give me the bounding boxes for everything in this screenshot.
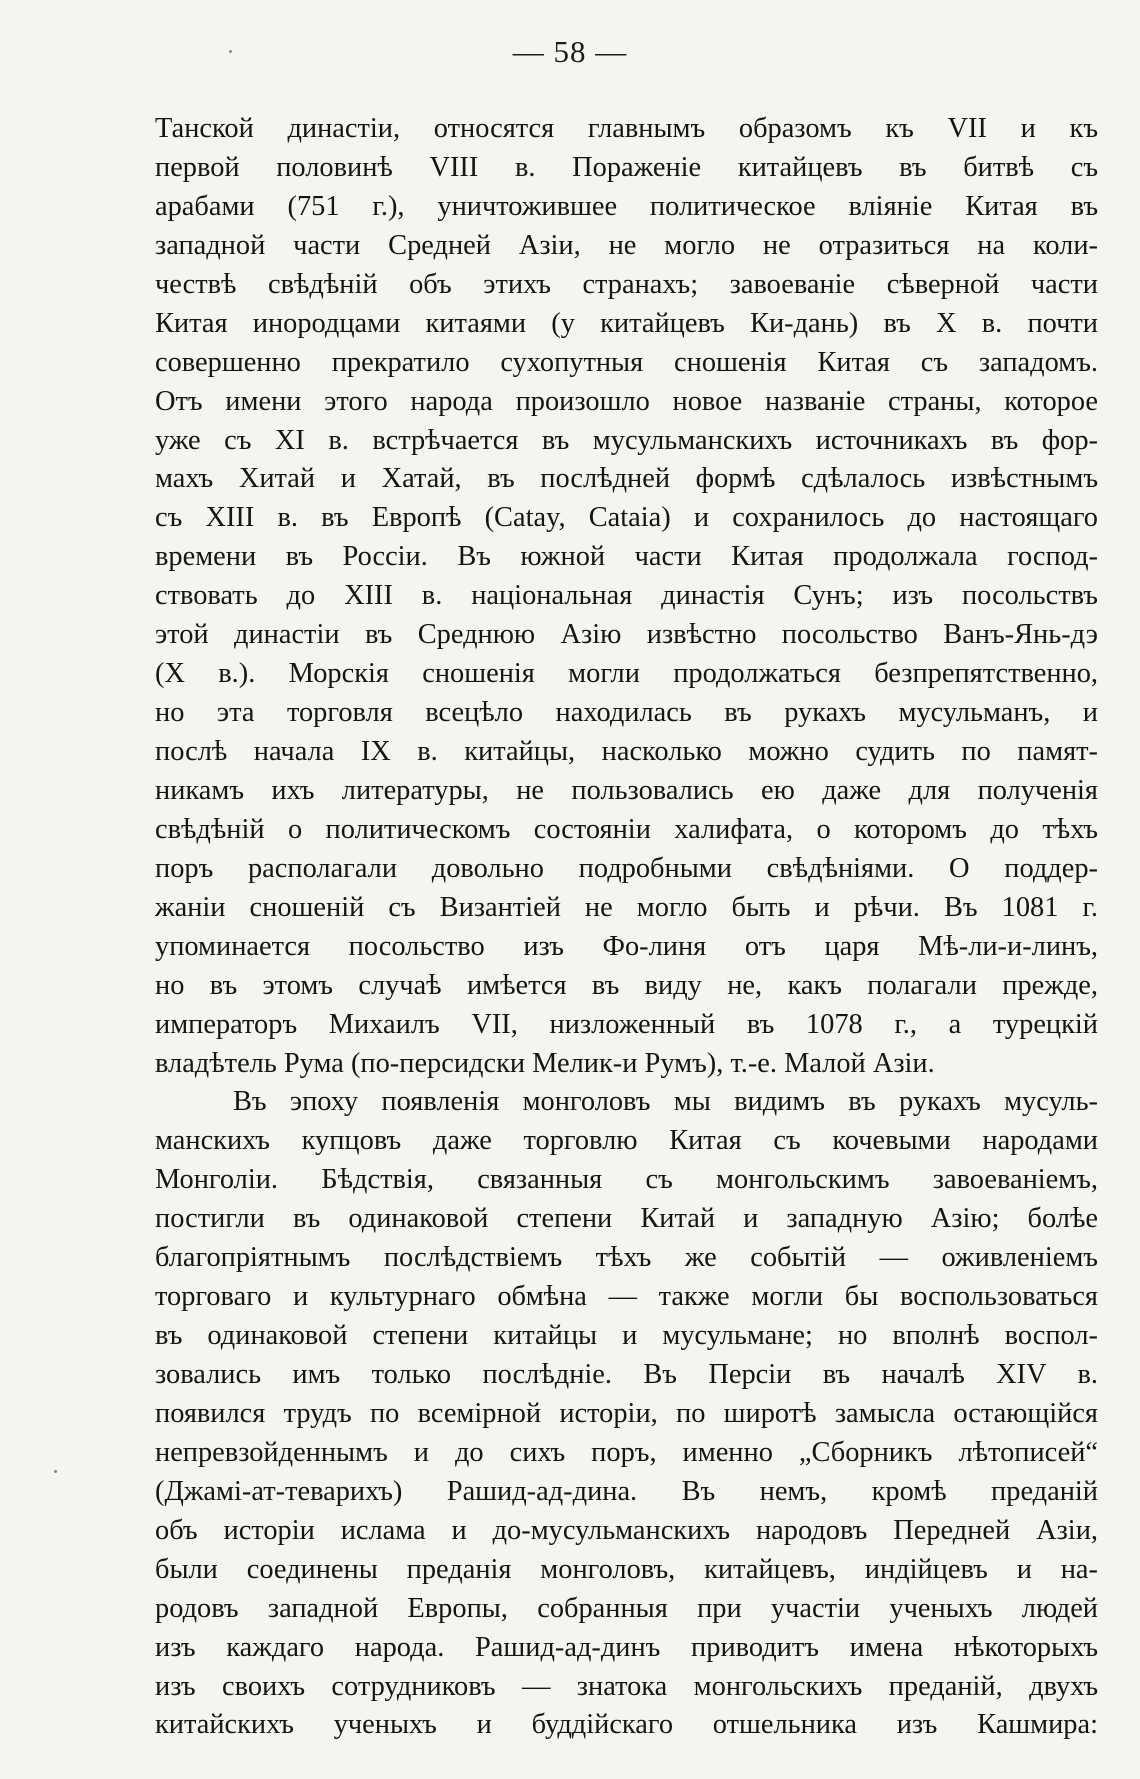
scan-speck <box>54 1470 57 1473</box>
text-line: императоръ Михаилъ VII, низложенный въ 1078 г., а турецкій <box>155 1008 1098 1040</box>
paragraph-1 <box>155 110 1098 1083</box>
text-line: непревзойденнымъ и до сихъ поръ, именно „Сборникъ лѣтописей“ <box>155 1436 1098 1468</box>
text-line: послѣ начала IX в. китайцы, насколько можно судить по памят- <box>155 736 1098 767</box>
text-line: Китая инородцами китаями (у китайцевъ Ки-дань) въ X в. почти <box>155 307 1098 339</box>
text-line: Танской династіи, относятся главнымъ образомъ къ VII и къ <box>155 113 1098 144</box>
text-line: этой династіи въ Среднюю Азію извѣстно посольство Ванъ-Янь-дэ <box>155 619 1098 651</box>
text-line: упоминается посольство изъ Фо-линя отъ царя Мѣ-ли-и-линъ, <box>155 930 1098 962</box>
text-line: ствовать до XIII в. національная династія Сунъ; изъ посольствъ <box>155 580 1098 612</box>
text-line: но эта торговля всецѣло находилась въ рукахъ мусульманъ, и <box>155 697 1098 729</box>
text-line: совершенно прекратило сухопутныя сношенія Китая съ западомъ. <box>155 346 1098 378</box>
text-line: изъ каждаго народа. Рашид-ад-динъ приводитъ имена нѣкоторыхъ <box>155 1631 1098 1663</box>
text-line: съ XIII в. въ Европѣ (Catay, Cataia) и сохранилось до настоящаго <box>155 502 1098 534</box>
text-line: но въ этомъ случаѣ имѣется въ виду не, какъ полагали прежде, <box>155 969 1098 1001</box>
text-line: махъ Хитай и Хатай, въ послѣдней формѣ сдѣлалось извѣстнымъ <box>155 463 1098 495</box>
paragraph-2 <box>155 1083 1098 1745</box>
text-line: владѣтель Рума (по-персидски Мелик-и Румъ), т.-е. Малой Азіи. <box>155 1047 935 1079</box>
text-line: благопріятнымъ послѣдствіемъ тѣхъ же событій — оживленіемъ <box>155 1242 1098 1274</box>
text-line: первой половинѣ VIII в. Пораженіе китайцевъ въ битвѣ съ <box>155 151 1098 183</box>
body-text <box>155 110 1098 1745</box>
text-line: Въ эпоху появленія монголовъ мы видимъ въ рукахъ мусуль- <box>233 1086 1098 1118</box>
text-line: поръ располагали довольно подробными свѣдѣніями. О поддер- <box>155 852 1098 884</box>
text-line: Отъ имени этого народа произошло новое названіе страны, которое <box>155 385 1098 417</box>
text-line: времени въ Россіи. Въ южной части Китая продолжала господ- <box>155 541 1098 573</box>
text-line: (X в.). Морскія сношенія могли продолжаться безпрепятственно, <box>155 658 1098 690</box>
text-line: арабами (751 г.), уничтожившее политическое вліяніе Китая въ <box>155 190 1098 222</box>
text-line: свѣдѣній о политическомъ состояніи халифата, о которомъ до тѣхъ <box>155 813 1098 845</box>
scan-speck <box>229 50 232 53</box>
text-line: зовались имъ только послѣдніе. Въ Персіи въ началѣ XIV в. <box>155 1359 1098 1390</box>
text-line: западной части Средней Азіи, не могло не отразиться на коли- <box>155 229 1098 261</box>
text-line: изъ своихъ сотрудниковъ — знатока монгольскихъ преданій, двухъ <box>155 1670 1098 1702</box>
text-line: объ исторіи ислама и до-мусульманскихъ народовъ Передней Азіи, <box>155 1514 1098 1546</box>
text-line: китайскихъ ученыхъ и буддійскаго отшельника изъ Кашмира: <box>155 1709 1098 1741</box>
text-line: появился трудъ по всемірной исторіи, по широтѣ замысла остающійся <box>155 1397 1098 1429</box>
text-line: жаніи сношеній съ Византіей не могло быть и рѣчи. Въ 1081 г. <box>155 891 1098 923</box>
text-line: (Джамі-ат-теварихъ) Рашид-ад-дина. Въ немъ, кромѣ преданій <box>155 1475 1098 1507</box>
text-line: манскихъ купцовъ даже торговлю Китая съ кочевыми народами <box>155 1125 1098 1157</box>
text-line: постигли въ одинаковой степени Китай и западную Азію; болѣе <box>155 1203 1098 1235</box>
text-line: уже съ XI в. встрѣчается въ мусульманскихъ источникахъ въ фор- <box>155 424 1098 456</box>
text-line: родовъ западной Европы, собранныя при участіи ученыхъ людей <box>155 1592 1098 1624</box>
text-line: въ одинаковой степени китайцы и мусульмане; но вполнѣ воспол- <box>155 1320 1098 1352</box>
text-line: торговаго и культурнаго обмѣна — также могли бы воспользоваться <box>155 1281 1098 1313</box>
text-line: чествѣ свѣдѣній объ этихъ странахъ; завоеваніе сѣверной части <box>155 268 1098 300</box>
page-number: — 58 — <box>512 34 628 69</box>
text-line: никамъ ихъ литературы, не пользовались ею даже для полученія <box>155 774 1098 806</box>
text-line: Монголіи. Бѣдствія, связанныя съ монгольскимъ завоеваніемъ, <box>155 1164 1098 1196</box>
text-line: были соединены преданія монголовъ, китайцевъ, индійцевъ и на- <box>155 1553 1098 1585</box>
